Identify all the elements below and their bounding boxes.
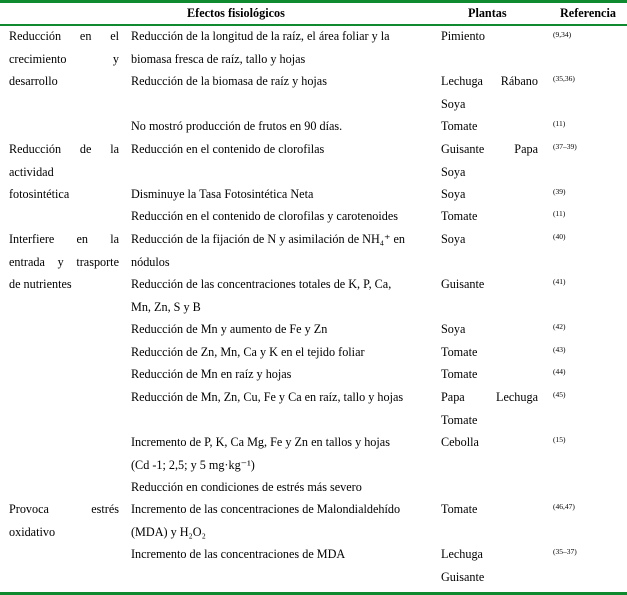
cat-word: en [76, 232, 89, 246]
plant-text: Guisante [441, 277, 485, 291]
reference: (44) [553, 367, 566, 376]
effect-text [131, 25, 390, 70]
effect-text [131, 228, 405, 273]
effect-line: biomasa fresca de raíz, tallo y hojas [131, 51, 306, 66]
effect-text [131, 498, 400, 543]
category-oxidativo [9, 498, 119, 543]
plant-line: Tomate [441, 412, 478, 427]
reference: (11) [553, 209, 566, 218]
cat-word: la [110, 232, 119, 246]
effect-line: Incremento de P, K, Ca Mg, Fe y Zn en tallos y hojas [131, 435, 390, 449]
effect-text: Reducción en condiciones de estrés más severo [131, 480, 362, 494]
effect-line: (MDA) y H₂O₂ [131, 524, 206, 539]
cat-word: de [79, 142, 92, 156]
cat-word: fotosintética [9, 187, 70, 201]
category-crecimiento [9, 25, 119, 93]
reference: (9,34) [553, 30, 572, 39]
effect-text: Reducción de Mn, Zn, Cu, Fe y Ca en raíz, tallo y hojas [131, 390, 404, 404]
cat-word: crecimiento [9, 51, 67, 66]
plant-text: Soya [441, 322, 466, 336]
plant-text [441, 138, 538, 183]
effect-text: Reducción de Zn, Mn, Ca y K en el tejido foliar [131, 345, 365, 359]
effect-line: Reducción de la fijación de N y asimilación de NH₄⁺ en [131, 232, 405, 246]
header-referencia: Referencia [560, 6, 616, 20]
effect-text [131, 273, 391, 318]
reference: (45) [553, 390, 566, 399]
plant-line [441, 138, 538, 161]
plant-line [441, 70, 538, 93]
reference: (40) [553, 232, 566, 241]
effect-text: Incremento de las concentraciones de MDA [131, 547, 346, 561]
cat-word: trasporte [76, 254, 119, 269]
header-efectos: Efectos fisiológicos [187, 6, 285, 20]
reference: (42) [553, 322, 566, 331]
plant-text: Pimiento [441, 29, 486, 43]
effect-line: Reducción de las concentraciones totales de K, P, Ca, [131, 277, 392, 291]
header-plantas: Plantas [468, 6, 507, 20]
reference: (15) [553, 435, 566, 444]
plant-text: Soya [441, 187, 466, 201]
plant-word: Papa [441, 390, 465, 404]
plant-word: Papa [514, 142, 538, 156]
cat-word: Interfiere [9, 232, 55, 246]
cat-word: el [110, 29, 119, 43]
cat-word: en [79, 29, 92, 43]
effect-text: Reducción de Mn y aumento de Fe y Zn [131, 322, 328, 336]
cat-word: estrés [91, 502, 119, 516]
category-fotosintetica [9, 138, 119, 206]
reference: (37–39) [553, 142, 577, 151]
reference: (35–37) [553, 547, 577, 556]
effect-text: No mostró producción de frutos en 90 días. [131, 119, 343, 133]
effect-text: Reducción en el contenido de clorofilas y carotenoides [131, 209, 399, 223]
reference: (43) [553, 345, 566, 354]
plant-line: Soya [441, 96, 466, 111]
plant-line [441, 386, 538, 409]
plant-line: Soya [441, 164, 466, 179]
plant-word: Rábano [500, 74, 538, 88]
effect-line: Incremento de las concentraciones de Malondialdehído [131, 502, 401, 516]
plant-text: Tomate [441, 345, 478, 359]
effect-line: nódulos [131, 254, 170, 269]
top-rule [0, 0, 627, 3]
cat-word: la [110, 142, 119, 156]
cat-word: Reducción [9, 142, 62, 156]
plant-text: Soya [441, 232, 466, 246]
effect-line: (Cd -1; 2,5; y 5 mg·kg⁻¹) [131, 457, 255, 472]
cat-word: Reducción [9, 29, 62, 43]
cat-word: Provoca [9, 502, 49, 516]
plant-word: Lechuga [496, 390, 538, 404]
plant-line: Lechuga [441, 547, 483, 561]
reference: (46,47) [553, 502, 575, 511]
plant-word: Lechuga [441, 74, 483, 88]
plant-text: Tomate [441, 367, 478, 381]
plant-text [441, 543, 484, 588]
effect-text: Disminuye la Tasa Fotosintética Neta [131, 187, 314, 201]
cat-word: actividad [9, 164, 54, 179]
effect-text: Reducción de Mn en raíz y hojas [131, 367, 292, 381]
category-nutrientes [9, 228, 119, 296]
effect-text [131, 431, 390, 476]
plant-text [441, 386, 538, 431]
reference: (11) [553, 119, 566, 128]
plant-text: Tomate [441, 502, 478, 516]
cat-word: entrada [9, 254, 45, 269]
cat-word: desarrollo [9, 74, 58, 88]
cat-word: de nutrientes [9, 277, 72, 291]
effect-line: Reducción de la longitud de la raíz, el área foliar y la [131, 29, 390, 43]
reference: (41) [553, 277, 566, 286]
cat-word: oxidativo [9, 524, 56, 539]
plant-text [441, 70, 538, 115]
effect-line: Mn, Zn, S y B [131, 299, 201, 314]
effect-text: Reducción de la biomasa de raíz y hojas [131, 74, 327, 88]
reference: (35,36) [553, 74, 575, 83]
plant-line: Guisante [441, 569, 485, 584]
plant-text: Tomate [441, 209, 478, 223]
cat-word: y [57, 254, 64, 269]
plant-text: Tomate [441, 119, 478, 133]
plant-word: Guisante [441, 142, 485, 156]
reference: (39) [553, 187, 566, 196]
plant-text: Cebolla [441, 435, 479, 449]
effect-text: Reducción en el contenido de clorofilas [131, 142, 325, 156]
cat-word: y [112, 51, 119, 66]
